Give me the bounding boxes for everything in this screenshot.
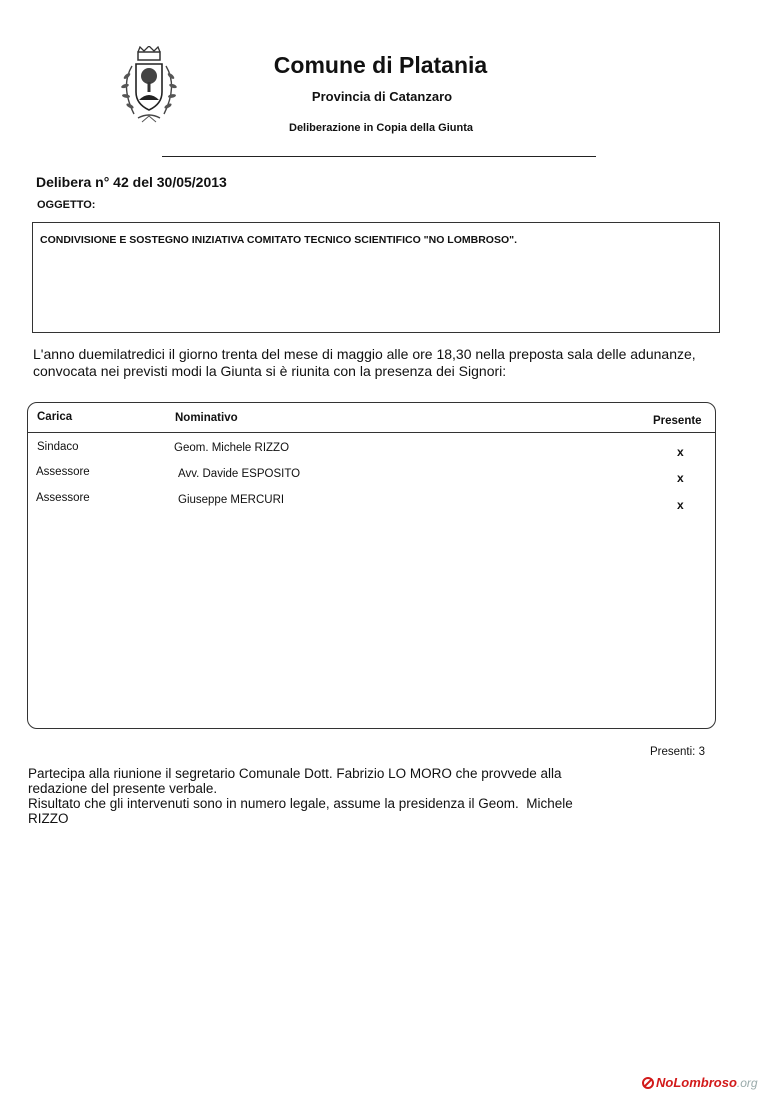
table-row-presente-mark: x: [677, 471, 684, 485]
presenti-count: Presenti: 3: [650, 746, 705, 758]
closing-line: Risultato che gli intervenuti sono in numero legale, assume la presidenza il Geom. Michele: [28, 796, 573, 811]
town-title: Comune di Platania: [273, 52, 488, 78]
column-header-nominativo: Nominativo: [175, 412, 238, 424]
watermark-brand: NoLombroso: [656, 1075, 737, 1090]
table-row-nominativo: Geom. Michele RIZZO: [174, 442, 290, 454]
column-header-presente: Presente: [653, 415, 702, 427]
document-subtitle: Deliberazione in Copia della Giunta: [289, 122, 473, 134]
province-title: Provincia di Catanzaro: [311, 89, 453, 104]
table-row-presente-mark: x: [677, 498, 684, 512]
closing-line: RIZZO: [28, 811, 69, 826]
oggetto-text: CONDIVISIONE E SOSTEGNO INIZIATIVA COMITATO TECNICO SCIENTIFICO "NO LOMBROSO".: [40, 234, 518, 246]
watermark-suffix: .org: [736, 1075, 758, 1090]
table-header-divider: [28, 432, 715, 433]
header-divider: [162, 156, 596, 157]
delibera-number: Delibera n° 42 del 30/05/2013: [36, 174, 227, 190]
table-row-carica: Assessore: [36, 466, 90, 478]
intro-paragraph: L'anno duemilatredici il giorno trenta del mese di maggio alle ore 18,30 nella preposta sala delle adunanze, convocata nei previsti modi la Giunta si è riunita con la presenza dei Signori:: [33, 346, 696, 379]
table-row-presente-mark: x: [677, 445, 684, 459]
oggetto-label: OGGETTO:: [37, 199, 96, 211]
table-row-nominativo: Giuseppe MERCURI: [178, 494, 285, 506]
attendance-table: [27, 402, 716, 729]
table-row-carica: Sindaco: [37, 441, 79, 453]
closing-line: Partecipa alla riunione il segretario Comunale Dott. Fabrizio LO MORO che provvede alla: [28, 766, 562, 781]
table-row-nominativo: Avv. Davide ESPOSITO: [178, 468, 301, 480]
closing-paragraph: [28, 766, 718, 826]
no-sign-icon: [642, 1077, 654, 1089]
nolombroso-watermark: [642, 1075, 758, 1090]
table-row-carica: Assessore: [36, 492, 90, 504]
closing-line: redazione del presente verbale.: [28, 781, 218, 796]
column-header-carica: Carica: [37, 411, 73, 423]
